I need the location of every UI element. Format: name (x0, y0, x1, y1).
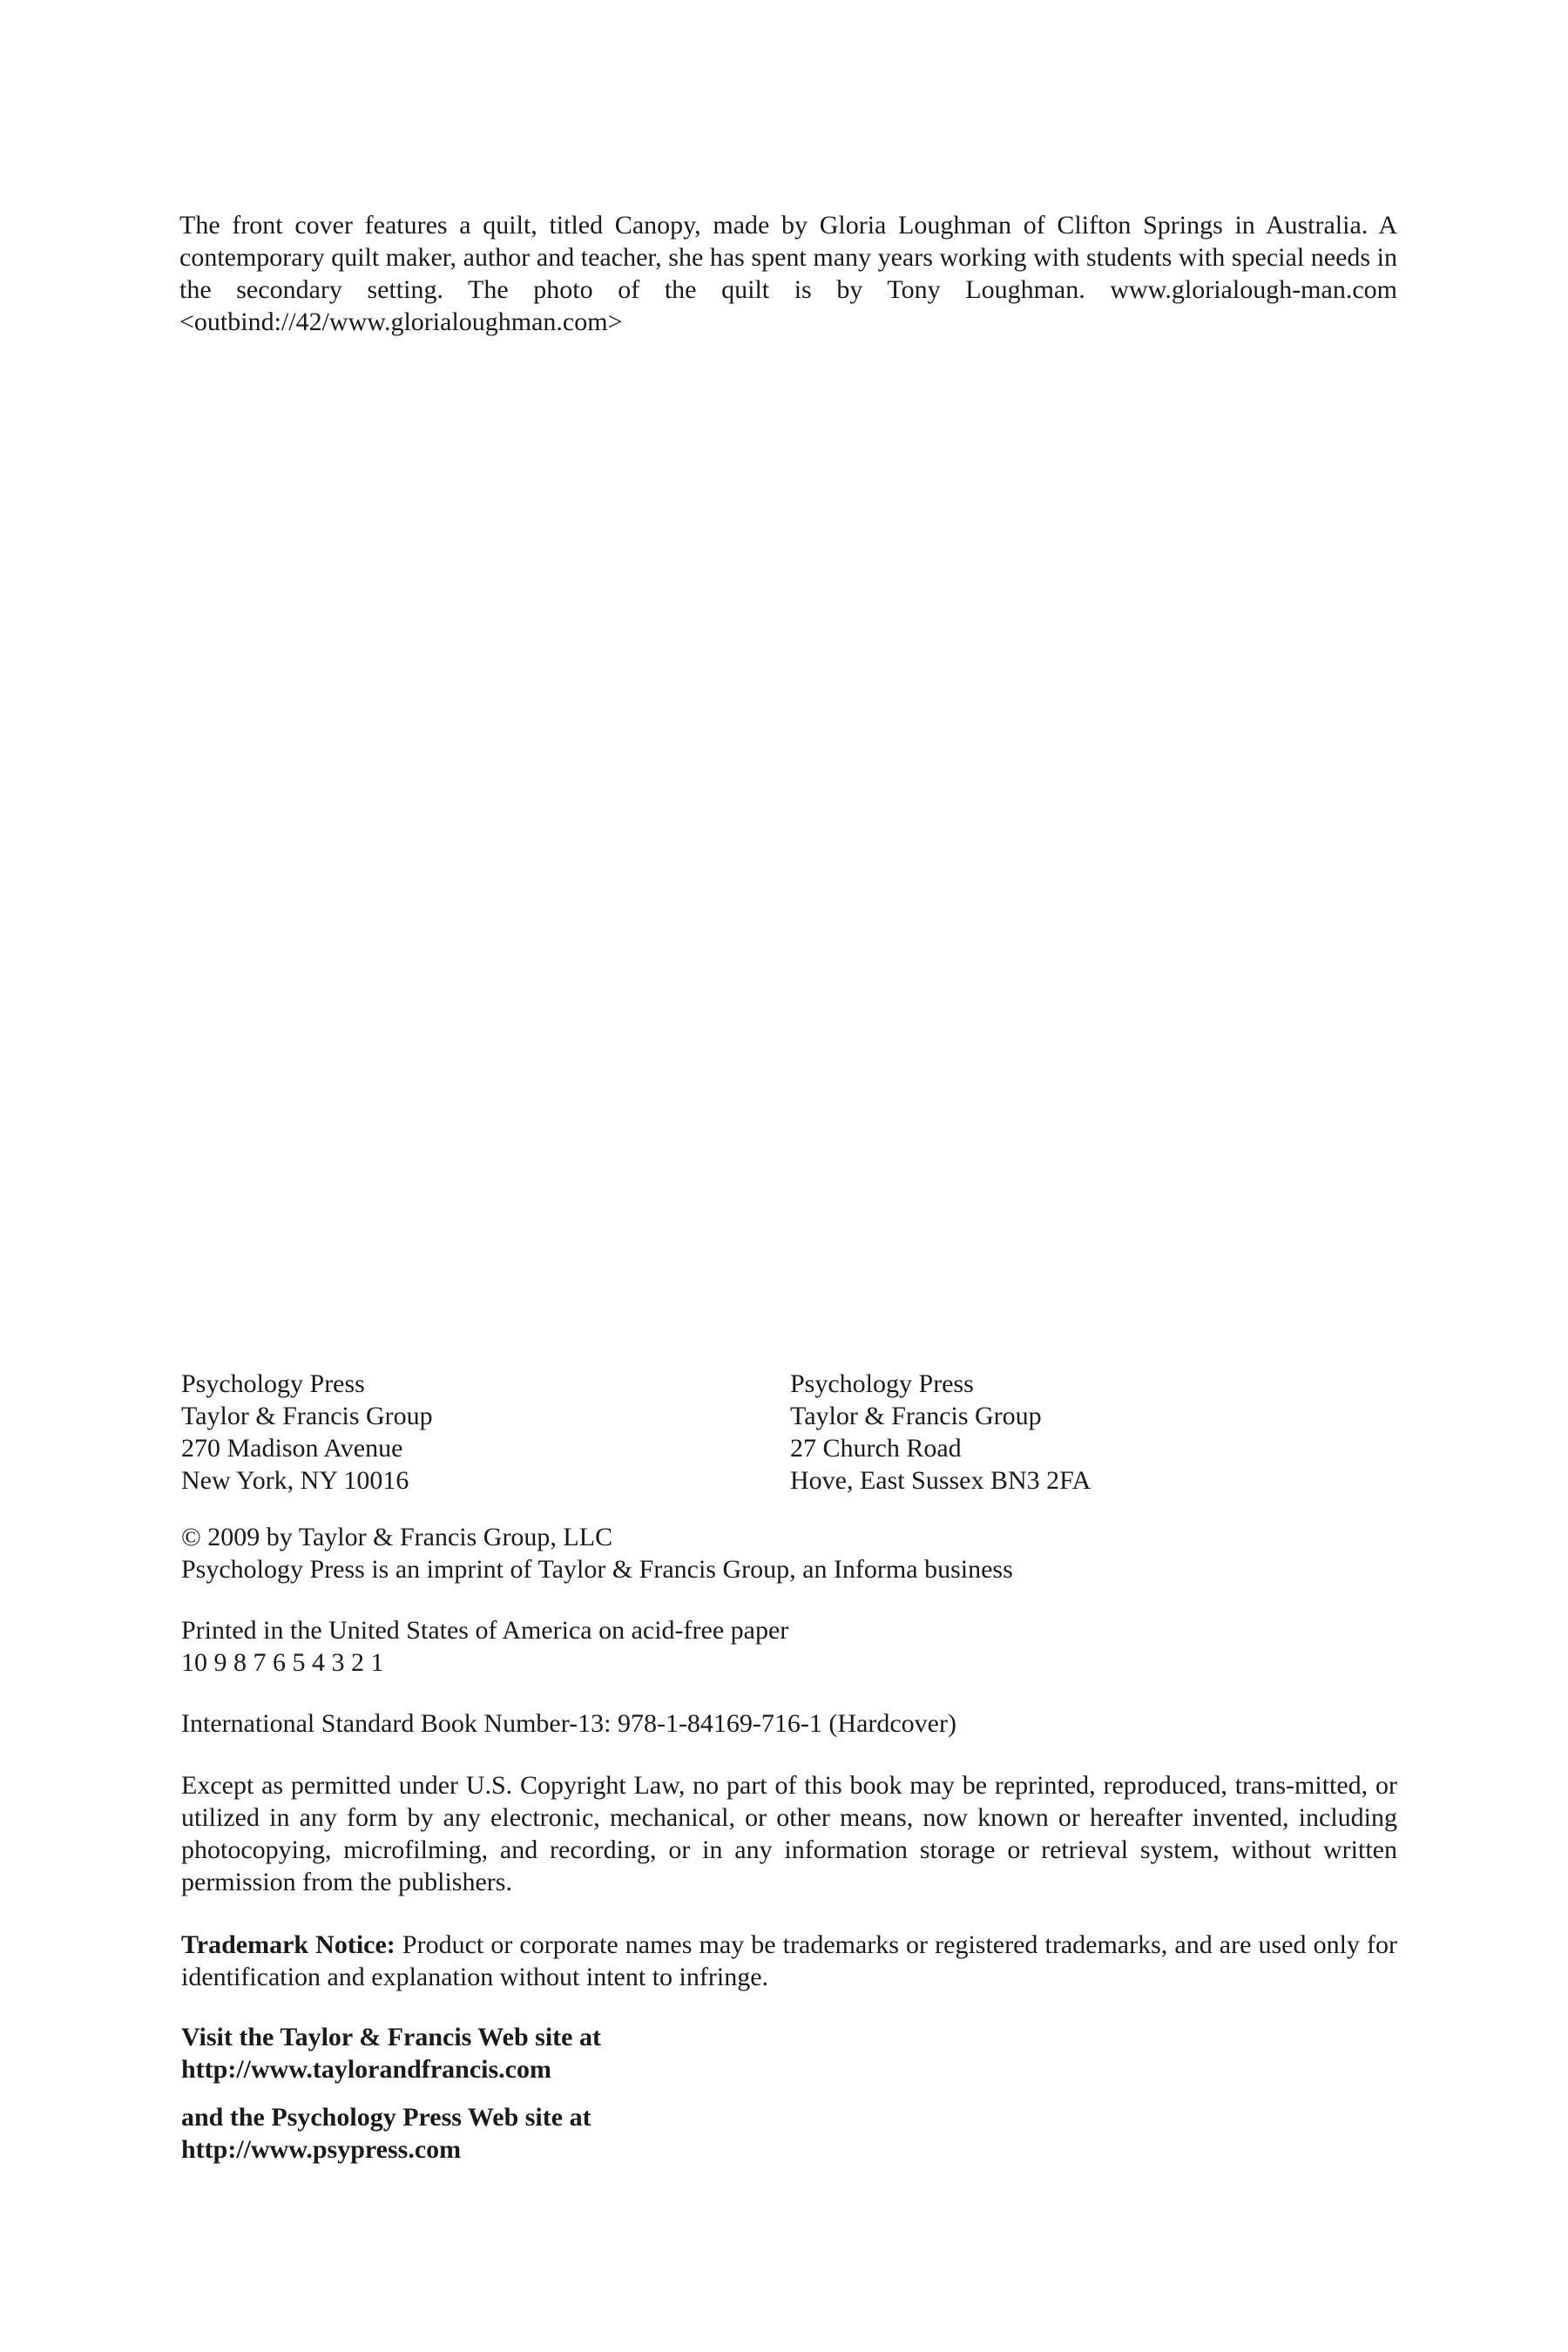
website-taylor-francis (181, 2021, 1397, 2085)
trademark-label: Trademark Notice: (181, 1930, 395, 1959)
copyright-block (181, 1521, 1397, 1585)
address-uk-publisher: Psychology Press (790, 1369, 974, 1398)
cover-description: The front cover features a quilt, titled Canopy, made by Gloria Loughman of Clifton Springs in Australia. A contemporary quilt maker, author and teacher, she has spent many years working with students with special needs in the secondary setting. The photo of the quilt is by Tony Loughman. www.glorialough-man.com <outbind://42/www.glorialoughman.com> (179, 211, 1397, 336)
website-pp-link[interactable]: http://www.psypress.com (181, 2135, 462, 2164)
address-us-publisher: Psychology Press (181, 1369, 365, 1398)
copyright-line: © 2009 by Taylor & Francis Group, LLC (181, 1523, 613, 1551)
trademark-text: Product or corporate names may be trademarks or registered trademarks, and are used only for identification and explanation without intent to infringe. (181, 1930, 1398, 1991)
website-tf-label: Visit the Taylor & Francis Web site at (181, 2023, 601, 2051)
address-us (181, 1368, 790, 1497)
address-uk-group: Taylor & Francis Group (790, 1402, 1042, 1430)
permissions-notice: Except as permitted under U.S. Copyright Law, no part of this book may be reprinted, reproduced, trans-mitted, or utilized in any form by any electronic, mechanical, or other means, now known or hereafter invented, including photocopying, microfilming, and recording, or in any information storage or retrieval system, without written permission from the publishers. (181, 1771, 1397, 1896)
printing-block (181, 1614, 1397, 1679)
address-uk (790, 1368, 1399, 1497)
isbn-line: International Standard Book Number-13: 978-1-84169-716-1 (Hardcover) (181, 1709, 956, 1738)
trademark-notice (181, 1929, 1397, 1993)
print-number-line: 10 9 8 7 6 5 4 3 2 1 (181, 1648, 384, 1677)
printed-in-line: Printed in the United States of America on acid-free paper (181, 1616, 789, 1645)
address-us-street: 270 Madison Avenue (181, 1434, 403, 1463)
website-psychology-press (181, 2101, 1397, 2166)
website-tf-link[interactable]: http://www.taylorandfrancis.com (181, 2055, 551, 2084)
address-us-city: New York, NY 10016 (181, 1466, 409, 1495)
publisher-addresses (181, 1368, 1399, 1497)
address-uk-street: 27 Church Road (790, 1434, 962, 1463)
address-us-group: Taylor & Francis Group (181, 1402, 433, 1430)
imprint-line: Psychology Press is an imprint of Taylor & Francis Group, an Informa business (181, 1555, 1013, 1584)
website-pp-label: and the Psychology Press Web site at (181, 2103, 591, 2132)
address-uk-city: Hove, East Sussex BN3 2FA (790, 1466, 1092, 1495)
